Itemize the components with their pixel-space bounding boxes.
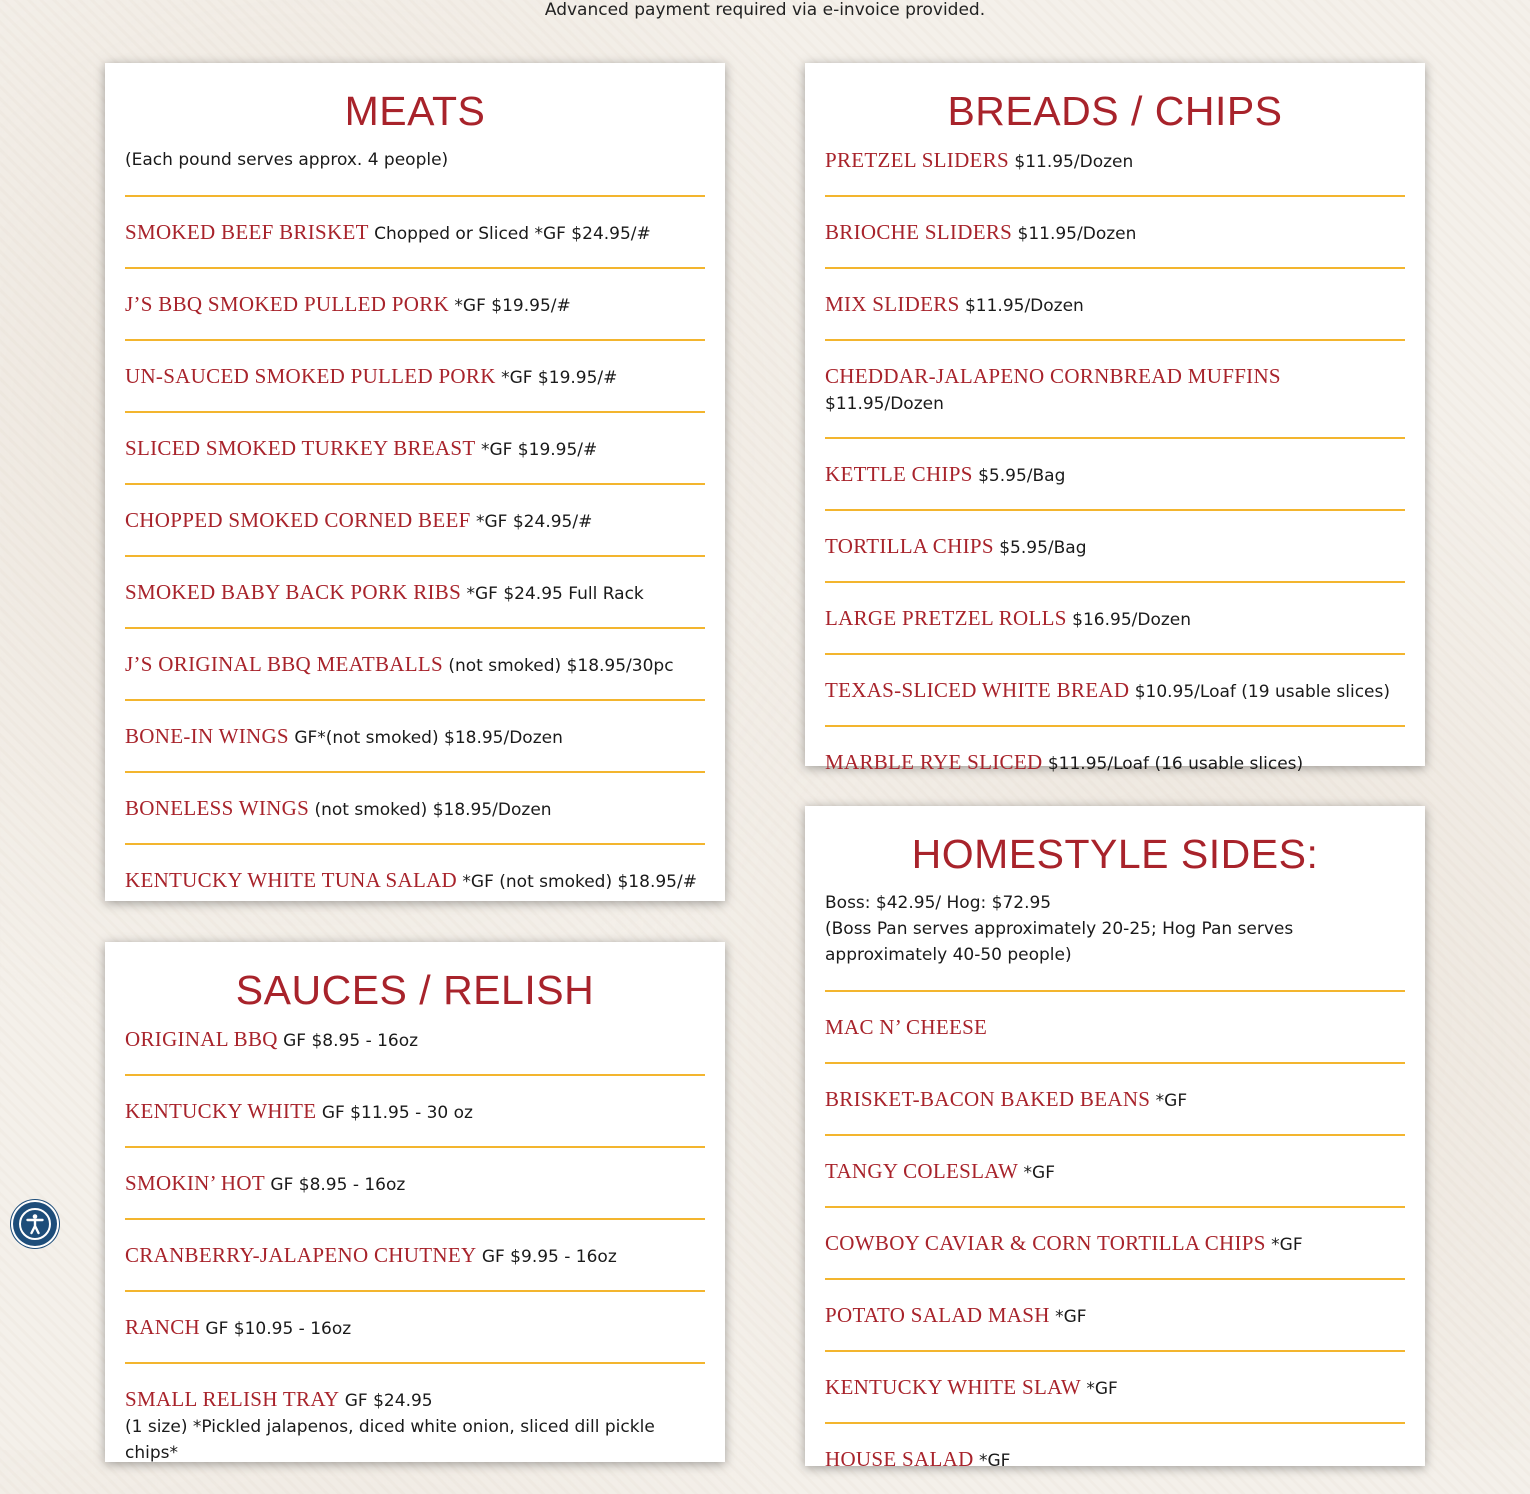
menu-item-description: $11.95/Dozen: [959, 296, 1084, 316]
menu-item-description: (not smoked) $18.95/Dozen: [309, 800, 552, 820]
menu-item-description: $11.95/Dozen: [1012, 224, 1137, 244]
menu-item-description: *GF: [1049, 1307, 1087, 1327]
accessibility-button[interactable]: [13, 1202, 57, 1246]
breads-card: [805, 63, 1425, 774]
menu-item: [125, 1014, 705, 1076]
menu-item: [825, 135, 1405, 197]
menu-item-name: TORTILLA CHIPS: [825, 534, 994, 558]
menu-item: [125, 341, 705, 413]
menu-item-name: POTATO SALAD MASH: [825, 1303, 1050, 1327]
menu-item: [825, 1064, 1405, 1136]
advance-payment-notice: Advanced payment required via e-invoice provided.: [544, 0, 986, 20]
menu-item-description: $10.95/Loaf (19 usable slices): [1129, 682, 1390, 702]
menu-item: [825, 992, 1405, 1064]
menu-item: [125, 197, 705, 269]
menu-item-description: GF $8.95 - 16oz: [277, 1031, 419, 1051]
menu-item: [125, 557, 705, 629]
menu-item: [125, 1292, 705, 1364]
menu-item-description: *GF: [1265, 1235, 1303, 1255]
menu-item: [825, 1208, 1405, 1280]
menu-item: [125, 701, 705, 773]
menu-item-name: RANCH: [125, 1315, 201, 1339]
sauces-card: [105, 942, 725, 1462]
menu-item-name: KETTLE CHIPS: [825, 462, 973, 486]
accessibility-icon: [18, 1207, 52, 1241]
menu-item-name: BRISKET-BACON BAKED BEANS: [825, 1087, 1151, 1111]
menu-item-description: *GF: [1018, 1163, 1055, 1183]
menu-item-name: MIX SLIDERS: [825, 292, 960, 316]
menu-item-description: Chopped or Sliced *GF $24.95/#: [368, 224, 651, 244]
menu-item-name: HOUSE SALAD: [825, 1447, 974, 1471]
menu-item: [125, 1076, 705, 1148]
menu-item: [125, 629, 705, 701]
menu-item-description: GF $10.95 - 16oz: [200, 1319, 352, 1339]
sides-card: [805, 806, 1425, 1471]
sauces-title: SAUCES / RELISH: [235, 967, 595, 1013]
meats-title: MEATS: [344, 88, 486, 134]
menu-item-description: *GF $19.95/#: [495, 368, 618, 388]
menu-item-name: BONE-IN WINGS: [125, 724, 289, 748]
menu-item: [125, 413, 705, 485]
breads-list: [825, 135, 1405, 797]
menu-item: [825, 1352, 1405, 1424]
meats-list: [125, 197, 705, 915]
menu-item-description: *GF $24.95 Full Rack: [461, 584, 644, 604]
menu-item-description: GF $24.95 (1 size) *Pickled jalapenos, diced white onion, sliced dill pickle chips*: [125, 1391, 655, 1463]
menu-item-description: $11.95/Dozen: [825, 394, 944, 414]
menu-item: [125, 1220, 705, 1292]
menu-item-description: *GF: [1080, 1379, 1118, 1399]
menu-item-description: $5.95/Bag: [993, 538, 1087, 558]
menu-item-name: SMOKED BEEF BRISKET: [125, 220, 369, 244]
menu-item: [825, 1424, 1405, 1494]
menu-item-name: LARGE PRETZEL ROLLS: [825, 606, 1067, 630]
menu-item-name: SMALL RELISH TRAY: [125, 1387, 340, 1411]
menu-item-description: GF $8.95 - 16oz: [265, 1175, 406, 1195]
menu-item-name: COWBOY CAVIAR & CORN TORTILLA CHIPS: [825, 1231, 1266, 1255]
menu-item: [825, 655, 1405, 727]
sauces-list: [125, 1014, 705, 1486]
menu-item: [825, 583, 1405, 655]
sides-intro: Boss: $42.95/ Hog: $72.95 (Boss Pan serves approximately 20-25; Hog Pan serves approximately 40-50 people): [825, 890, 1405, 992]
menu-item-name: KENTUCKY WHITE: [125, 1099, 317, 1123]
menu-item: [825, 341, 1405, 439]
meats-intro: (Each pound serves approx. 4 people): [125, 147, 705, 197]
menu-item-name: SMOKED BABY BACK PORK RIBS: [125, 580, 462, 604]
sides-list: [825, 992, 1405, 1494]
menu-item-name: MAC N’ CHEESE: [825, 1015, 988, 1039]
menu-item-description: GF $11.95 - 30 oz: [316, 1103, 473, 1123]
menu-item-description: $16.95/Dozen: [1066, 610, 1192, 630]
menu-item-name: ORIGINAL BBQ: [125, 1027, 278, 1051]
menu-item-description: *GF $24.95/#: [470, 512, 593, 532]
menu-item-name: SMOKIN’ HOT: [125, 1171, 265, 1195]
menu-item: [125, 845, 705, 915]
menu-item-name: TEXAS-SLICED WHITE BREAD: [825, 678, 1130, 702]
menu-item: [825, 511, 1405, 583]
menu-item-name: MARBLE RYE SLICED: [825, 750, 1043, 774]
menu-item-description: *GF (not smoked) $18.95/#: [457, 872, 697, 892]
breads-title: BREADS / CHIPS: [947, 88, 1283, 134]
menu-item-description: $5.95/Bag: [972, 466, 1066, 486]
menu-item-name: BONELESS WINGS: [125, 796, 310, 820]
menu-item: [825, 197, 1405, 269]
menu-item: [825, 727, 1405, 797]
menu-item: [825, 1280, 1405, 1352]
menu-item-name: CHEDDAR-JALAPENO CORNBREAD MUFFINS: [825, 364, 1281, 388]
menu-item-description: *GF: [973, 1451, 1011, 1471]
menu-item-name: PRETZEL SLIDERS: [825, 148, 1009, 172]
menu-item-name: TANGY COLESLAW: [825, 1159, 1019, 1183]
menu-item-name: SLICED SMOKED TURKEY BREAST: [125, 436, 476, 460]
menu-item-name: J’S ORIGINAL BBQ MEATBALLS: [125, 652, 443, 676]
menu-item-description: GF $9.95 - 16oz: [476, 1247, 617, 1267]
menu-item-description: (not smoked) $18.95/30pc: [442, 656, 674, 676]
menu-item: [825, 439, 1405, 511]
menu-item-description: *GF $19.95/#: [449, 296, 571, 316]
menu-item-name: UN-SAUCED SMOKED PULLED PORK: [125, 364, 496, 388]
menu-item-name: CRANBERRY-JALAPENO CHUTNEY: [125, 1243, 477, 1267]
menu-item-name: BRIOCHE SLIDERS: [825, 220, 1013, 244]
menu-item: [125, 1148, 705, 1220]
menu-item: [825, 269, 1405, 341]
menu-item: [125, 1364, 705, 1486]
menu-item-description: GF*(not smoked) $18.95/Dozen: [288, 728, 563, 748]
menu-item: [125, 773, 705, 845]
menu-item-name: KENTUCKY WHITE TUNA SALAD: [125, 868, 458, 892]
sides-title: HOMESTYLE SIDES:: [911, 831, 1319, 877]
menu-item-name: KENTUCKY WHITE SLAW: [825, 1375, 1081, 1399]
menu-item-description: $11.95/Dozen: [1008, 152, 1134, 172]
menu-item-description: *GF: [1150, 1091, 1188, 1111]
menu-item-description: $11.95/Loaf (16 usable slices): [1042, 754, 1304, 774]
meats-card: [105, 63, 725, 901]
menu-item-description: *GF $19.95/#: [475, 440, 598, 460]
menu-item: [125, 485, 705, 557]
menu-item-name: J’S BBQ SMOKED PULLED PORK: [125, 292, 450, 316]
menu-item: [825, 1136, 1405, 1208]
menu-item-name: CHOPPED SMOKED CORNED BEEF: [125, 508, 471, 532]
menu-item: [125, 269, 705, 341]
